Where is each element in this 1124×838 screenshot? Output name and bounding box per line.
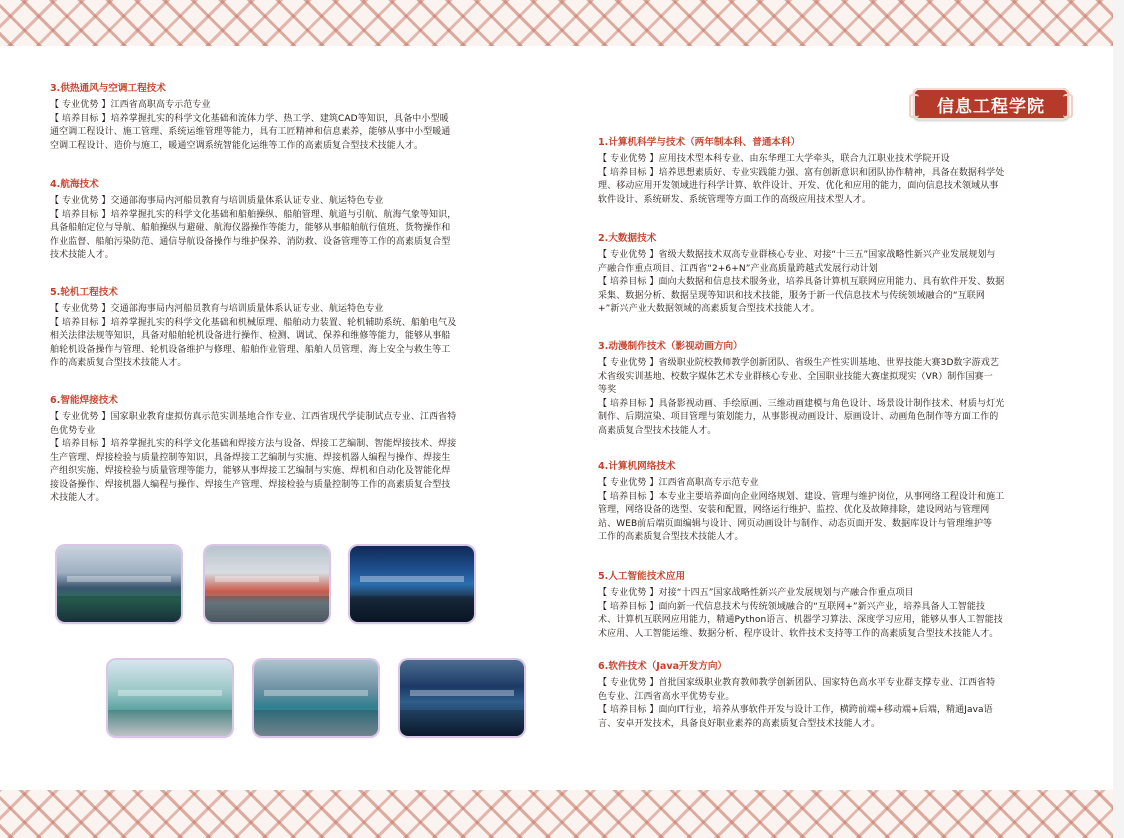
major-section-navigation: [50, 178, 528, 263]
bridge-simulator-photo: [350, 546, 474, 622]
body-line: 生产管理、焊接检验与质量控制等知识，具备焊接工艺编制与实施、焊接机器人编程与操作、焊接生: [50, 452, 451, 463]
body-line: 站、WEB前后端页面编辑与设计、网页动画设计与制作、动态页面开发、数据库设计与管理维护等: [598, 518, 993, 529]
ship-workshop-photo: [254, 660, 378, 736]
generator-lab-photo: [205, 546, 329, 622]
major-section-hvac: [50, 82, 528, 153]
section-title: 3.动漫制作技术（影视动画方向）: [598, 341, 743, 352]
bottom-decorative-border: [0, 790, 1124, 838]
body-line: 术技能人才。: [50, 493, 105, 503]
major-section-big-data: [598, 232, 1076, 317]
body-line: 产组织实施、焊接检验与质量管理等能力，能够从事焊接工艺编制与实施、焊机和自动化及智能化焊: [50, 466, 451, 476]
major-section-animation: [598, 340, 1076, 438]
major-section-ai: [598, 570, 1076, 641]
body-line: 采集、数据分析、数据呈现等知识和技术技能，服务于新一代信息技术与传统领域融合的“互联网: [598, 290, 985, 301]
major-section-marine-engineering: [50, 286, 528, 371]
body-line: 理、移动应用开发领域进行科学计算、软件设计、开发、优化和应用的能力，面向信息技术领域从事: [598, 181, 999, 191]
body-line: 产融合作重点项目、江西省“2+6+N”产业高质量跨越式发展行动计划: [598, 263, 878, 274]
body-line: 通空调工程设计、施工管理、系统运维管理等能力，具有工匠精神和信息素养，能够从事中小型暖通: [50, 127, 451, 137]
college-title-badge: [913, 88, 1069, 120]
body-line: 【 培养目标 】培养掌握扎实的科学文化基础和焊接方法与设备、焊接工艺编制、智能焊接技术、焊接: [50, 439, 457, 449]
body-line: 等奖: [598, 385, 617, 395]
body-line: 【 专业优势 】首批国家级职业教育教师教学创新团队、国家特色高水平专业群支撑专业、江西省特: [598, 678, 996, 688]
body-line: 高素质复合型技术技能人才。: [598, 425, 717, 436]
body-line: 具备船舶定位与导航、船舶操纵与避碰、航海仪器操作等能力，能够从事船舶航行值班、货物操作和: [50, 223, 451, 233]
body-line: 空调工程设计、造价与施工，暖通空调系统智能化运维等工作的高素质复合型技术技能人才。: [50, 140, 424, 151]
major-section-software: [598, 660, 1076, 731]
section-title: 2.大数据技术: [598, 233, 657, 244]
body-line: 作业监督、船舶污染防范、通信导航设备操作与维护保养、消防救、设备管理等工作的高素质复合型: [50, 236, 451, 247]
section-title: 4.航海技术: [50, 179, 99, 190]
body-line: 【 培养目标 】本专业主要培养面向企业网络规划、建设、管理与维护岗位，从事网络工程设计和施工: [598, 491, 1005, 502]
body-line: 【 专业优势 】交通部海事局内河船员教育与培训质量体系认证专业、航运特色专业: [50, 304, 384, 314]
body-line: 言、安卓开发技术，具备良好职业素养的高素质复合型技术技能人才。: [598, 718, 881, 729]
body-line: 色优势专业: [50, 425, 96, 436]
body-line: 【 培养目标 】培养掌握扎实的科学文化基础和流体力学、热工学、建筑CAD等知识，具备中小型暖: [50, 113, 449, 124]
top-decorative-border: [0, 0, 1124, 46]
body-line: 制作、后期渲染、项目管理与策划能力，从事影视动画设计、原画设计、动画角色制作等方面工作的: [598, 412, 999, 422]
section-title: 5.轮机工程技术: [50, 287, 118, 298]
body-line: 【 培养目标 】培养思想素质好、专业实践能力强、富有创新意识和团队协作精神，具备在数据科学处: [598, 167, 1005, 178]
body-line: +”新兴产业大数据领域的高素质复合型技术技能人才。: [598, 304, 820, 314]
body-line: 【 培养目标 】面向IT行业，培养从事软件开发与设计工作，横跨前端+移动端+后端，精通Java语: [598, 705, 993, 715]
hvac-lab-photo: [108, 660, 232, 736]
body-line: 【 培养目标 】面向新一代信息技术与传统领域融合的“互联网+”新兴产业，培养具备人工智能技: [598, 601, 986, 612]
body-line: 术、计算机互联网应用能力，精通Python语言、机器学习算法、深度学习应用，能够从事人工智能技: [598, 615, 1003, 625]
body-line: 【 专业优势 】江西省高职高专示范专业: [598, 478, 759, 488]
body-line: 术应用、人工智能运维、数据分析、程序设计、软件技术支持等工作的高素质复合型技术技能人才。: [598, 628, 999, 639]
body-line: 【 培养目标 】培养掌握扎实的科学文化基础和机械原理、船舶动力装置、轮机辅助系统、船舶电气及: [50, 317, 457, 328]
body-line: 【 专业优势 】江西省高职高专示范专业: [50, 100, 211, 110]
section-title: 4.计算机网络技术: [598, 461, 676, 472]
body-line: 【 专业优势 】对接“十四五”国家战略性新兴产业发展规划与产融合作重点项目: [598, 588, 914, 598]
body-line: 【 培养目标 】培养掌握扎实的科学文化基础和船舶操纵、船舶管理、航道与引航、航海气象等知识，: [50, 209, 457, 220]
section-title: 5.人工智能技术应用: [598, 571, 686, 582]
section-title: 3.供热通风与空调工程技术: [50, 83, 166, 94]
body-line: 【 培养目标 】具备影视动画、手绘原画、三维动画建模与角色设计、场景设计制作技术、材质与灯光: [598, 398, 1005, 409]
section-title: 6.智能焊接技术: [50, 395, 118, 406]
body-line: 作的高素质复合型技术技能人才。: [50, 358, 187, 368]
body-line: 接设备操作、焊接机器人编程与操作、焊接生产管理、焊接检验与质量控制等工作的高素质复合型技: [50, 479, 451, 490]
section-title: 6.软件技术（Java开发方向）: [598, 661, 728, 672]
body-line: 工作的高素质复合型技术技能人才。: [598, 532, 744, 542]
body-line: 相关法律法规等知识，具备对船舶轮机设备进行操作、检测、调试、保养和维修等能力，能够从事船: [50, 331, 451, 341]
body-line: 管理，网络设备的选型、安装和配置，网络运行维护、监控、优化及故障排除，建设网站与管理网: [598, 505, 990, 515]
body-line: 【 专业优势 】省级大数据技术双高专业群核心专业、对接“十三五”国家战略性新兴产业发展规划与: [598, 250, 996, 260]
major-section-welding: [50, 394, 528, 506]
college-title: 信息工程学院: [937, 96, 1045, 117]
navigation-training-photo: [400, 660, 524, 736]
body-line: 【 专业优势 】应用技术型本科专业、由东华理工大学牵头，联合九江职业技术学院开设: [598, 154, 950, 164]
body-line: 术省级实训基地、校数字媒体艺术专业群核心专业、全国职业技能大赛虚拟现实（VR）制作国赛一: [598, 371, 993, 382]
body-line: 色专业、江西省高水平优势专业。: [598, 691, 735, 702]
body-line: 【 专业优势 】省级职业院校教师教学创新团队、省级生产性实训基地、世界技能大赛3D数字游戏艺: [598, 358, 999, 368]
major-section-networking: [598, 460, 1076, 545]
page-edge: [1113, 0, 1124, 838]
section-title: 1.计算机科学与技术（两年制本科、普通本科）: [598, 137, 801, 148]
body-line: 技术技能人才。: [50, 250, 114, 260]
major-section-computer-science: [598, 136, 1076, 207]
body-line: 【 专业优势 】交通部海事局内河船员教育与培训质量体系认证专业、航运特色专业: [50, 196, 384, 206]
body-line: 【 培养目标 】面向大数据和信息技术服务业，培养具备计算机互联网应用能力、具有软件开发、数据: [598, 277, 1005, 287]
body-line: 【 专业优势 】国家职业教育虚拟仿真示范实训基地合作专业、江西省现代学徒制试点专业、江西省特: [50, 412, 457, 422]
body-line: 软件设计、系统研发、系统管理等方面工作的高级应用技术型人才。: [598, 194, 872, 205]
body-line: 舶轮机设备操作与管理、轮机设备维护与修理、船舶作业管理、船舶人员管理、海上安全与救生等工: [50, 344, 451, 355]
engine-room-photo: [57, 546, 181, 622]
